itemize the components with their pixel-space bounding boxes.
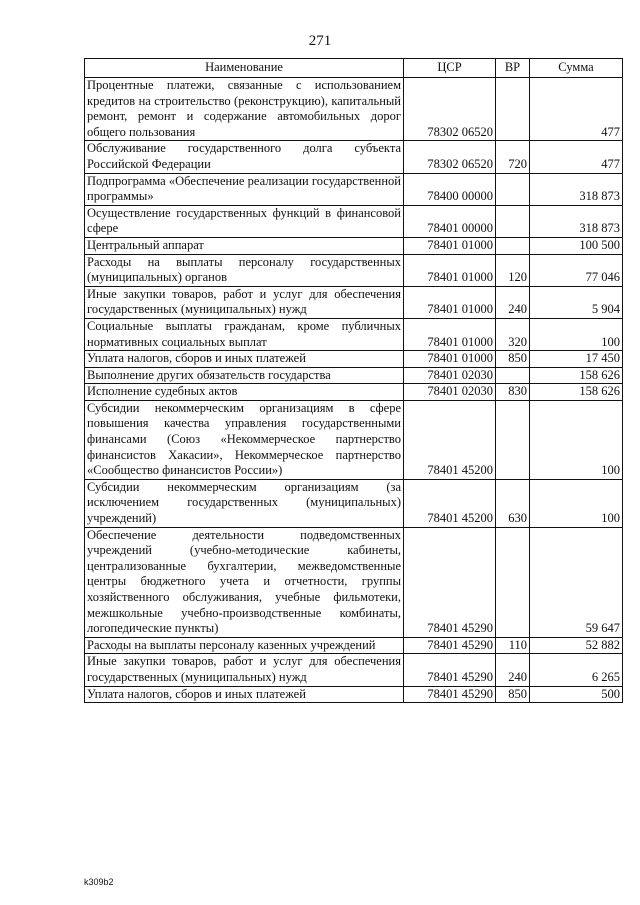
table-row [85, 400, 623, 479]
table-row [85, 254, 623, 286]
row-sum-cell: 100 [530, 318, 623, 350]
row-sum-cell: 158 626 [530, 367, 623, 384]
table-row [85, 479, 623, 527]
column-header-name: Наименование [85, 59, 404, 78]
row-sum-cell: 59 647 [530, 527, 623, 637]
row-sum-cell: 500 [530, 686, 623, 703]
row-vr-cell: 240 [496, 654, 530, 686]
column-header-vr: ВР [496, 59, 530, 78]
table-row [85, 286, 623, 318]
table-row [85, 78, 623, 141]
column-header-csr: ЦСР [404, 59, 496, 78]
budget-table [84, 58, 623, 703]
row-csr-cell: 78302 06520 [404, 141, 496, 173]
row-name-cell: Социальные выплаты гражданам, кроме публичных нормативных социальных выплат [85, 318, 404, 350]
table-row [85, 173, 623, 205]
row-sum-cell: 17 450 [530, 351, 623, 368]
row-csr-cell: 78401 01000 [404, 254, 496, 286]
row-name-cell: Обслуживание государственного долга субъекта Российской Федерации [85, 141, 404, 173]
row-vr-cell: 720 [496, 141, 530, 173]
table-row [85, 237, 623, 254]
row-name-cell: Исполнение судебных актов [85, 384, 404, 401]
row-name-cell: Уплата налогов, сборов и иных платежей [85, 351, 404, 368]
row-vr-cell: 850 [496, 351, 530, 368]
row-csr-cell: 78401 02030 [404, 384, 496, 401]
row-vr-cell: 630 [496, 479, 530, 527]
row-csr-cell: 78401 01000 [404, 237, 496, 254]
row-name-cell: Выполнение других обязательств государства [85, 367, 404, 384]
row-name-cell: Обеспечение деятельности подведомственных учреждений (учебно-методические кабинеты, централизованные бухгалтерии, межведомственные центры бюджетного учета и отчетности, группы хозяйственного обслуживания, учебные фильмотеки, межшкольные учебно-производственные комбинаты, логопедические пункты) [85, 527, 404, 637]
row-csr-cell: 78401 01000 [404, 318, 496, 350]
row-sum-cell: 5 904 [530, 286, 623, 318]
table-row [85, 351, 623, 368]
row-csr-cell: 78401 00000 [404, 205, 496, 237]
row-vr-cell [496, 237, 530, 254]
row-vr-cell [496, 173, 530, 205]
footer-code: k309b2 [84, 877, 114, 887]
table-row [85, 637, 623, 654]
row-vr-cell: 110 [496, 637, 530, 654]
table-row [85, 384, 623, 401]
row-csr-cell: 78401 01000 [404, 351, 496, 368]
table-row [85, 367, 623, 384]
row-csr-cell: 78401 45200 [404, 479, 496, 527]
row-sum-cell: 100 [530, 479, 623, 527]
table-row [85, 318, 623, 350]
table-row [85, 205, 623, 237]
row-name-cell: Процентные платежи, связанные с использованием кредитов на строительство (реконструкцию), капитальный ремонт, ремонт и содержание автомобильных дорог общего пользования [85, 78, 404, 141]
row-name-cell: Центральный аппарат [85, 237, 404, 254]
row-csr-cell: 78401 01000 [404, 286, 496, 318]
row-vr-cell [496, 205, 530, 237]
row-csr-cell: 78400 00000 [404, 173, 496, 205]
row-csr-cell: 78401 02030 [404, 367, 496, 384]
row-csr-cell: 78401 45290 [404, 637, 496, 654]
row-vr-cell: 320 [496, 318, 530, 350]
row-vr-cell [496, 367, 530, 384]
row-csr-cell: 78401 45290 [404, 686, 496, 703]
row-sum-cell: 318 873 [530, 173, 623, 205]
row-sum-cell: 100 500 [530, 237, 623, 254]
table-row [85, 527, 623, 637]
row-vr-cell: 240 [496, 286, 530, 318]
row-vr-cell: 850 [496, 686, 530, 703]
page-number: 271 [308, 33, 332, 49]
row-csr-cell: 78401 45290 [404, 527, 496, 637]
row-name-cell: Расходы на выплаты персоналу государственных (муниципальных) органов [85, 254, 404, 286]
row-sum-cell: 477 [530, 141, 623, 173]
row-sum-cell: 158 626 [530, 384, 623, 401]
row-vr-cell [496, 400, 530, 479]
row-name-cell: Уплата налогов, сборов и иных платежей [85, 686, 404, 703]
row-csr-cell: 78401 45200 [404, 400, 496, 479]
row-name-cell: Иные закупки товаров, работ и услуг для обеспечения государственных (муниципальных) нужд [85, 286, 404, 318]
row-name-cell: Подпрограмма «Обеспечение реализации государственной программы» [85, 173, 404, 205]
table-row [85, 141, 623, 173]
row-name-cell: Осуществление государственных функций в финансовой сфере [85, 205, 404, 237]
row-name-cell: Субсидии некоммерческим организациям (за исключением государственных (муниципальных) учреждений) [85, 479, 404, 527]
row-sum-cell: 6 265 [530, 654, 623, 686]
table-header-row [85, 59, 623, 78]
row-name-cell: Иные закупки товаров, работ и услуг для обеспечения государственных (муниципальных) нужд [85, 654, 404, 686]
row-csr-cell: 78401 45290 [404, 654, 496, 686]
row-vr-cell [496, 527, 530, 637]
row-name-cell: Субсидии некоммерческим организациям в сфере повышения качества управления государственными финансами (Союз «Некоммерческое партнерство финансистов Хакасии», Некоммерческое партнерство «Сообщество финансистов России») [85, 400, 404, 479]
row-name-cell: Расходы на выплаты персоналу казенных учреждений [85, 637, 404, 654]
row-vr-cell: 830 [496, 384, 530, 401]
row-sum-cell: 52 882 [530, 637, 623, 654]
row-sum-cell: 318 873 [530, 205, 623, 237]
row-vr-cell [496, 78, 530, 141]
row-csr-cell: 78302 06520 [404, 78, 496, 141]
table-row [85, 654, 623, 686]
row-sum-cell: 100 [530, 400, 623, 479]
row-sum-cell: 77 046 [530, 254, 623, 286]
column-header-sum: Сумма [530, 59, 623, 78]
row-vr-cell: 120 [496, 254, 530, 286]
row-sum-cell: 477 [530, 78, 623, 141]
table-row [85, 686, 623, 703]
